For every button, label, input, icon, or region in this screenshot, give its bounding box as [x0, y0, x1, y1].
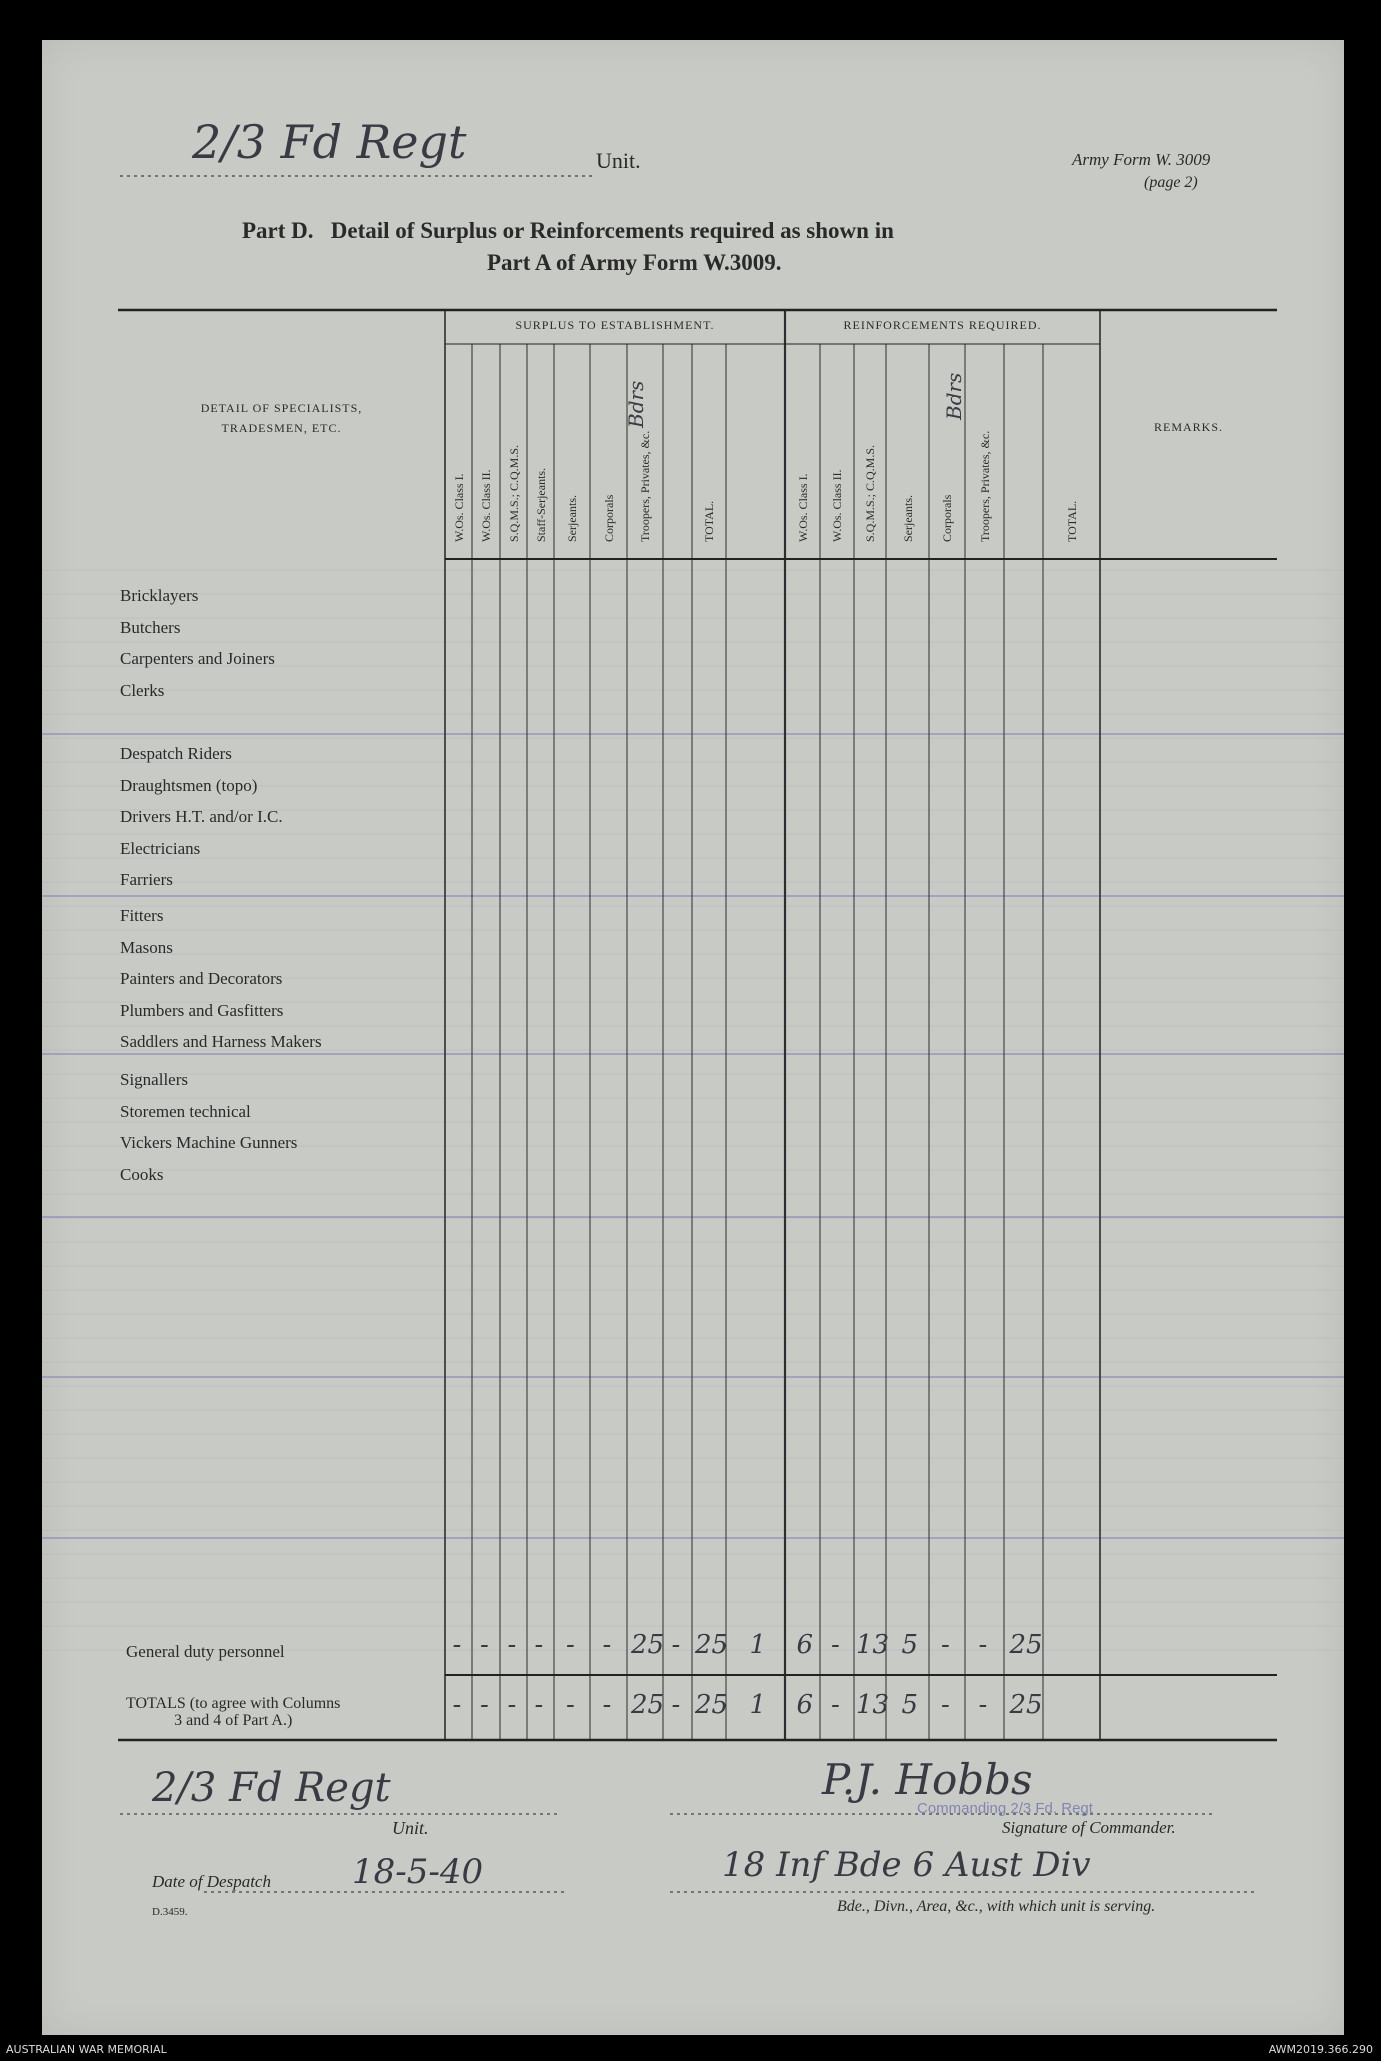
specialist-row-label: Farriers: [120, 870, 173, 889]
bdrs-handwritten-reinforcements: Bdrs: [942, 372, 966, 420]
specialist-row-label: Painters and Decorators: [120, 969, 283, 988]
specialist-row-label: Carpenters and Joiners: [120, 649, 275, 668]
cell-value: 25: [695, 1630, 729, 1660]
specialist-row-label: Draughtsmen (topo): [120, 775, 258, 795]
brigade-handwritten: 18 Inf Bde 6 Aust Div: [722, 1845, 1091, 1885]
detail-header: [118, 398, 445, 438]
archive-name: AUSTRALIAN WAR MEMORIAL: [6, 2043, 167, 2056]
cell-value: -: [566, 1690, 575, 1720]
column-header: S.Q.M.S.; C.Q.M.S.: [863, 444, 877, 542]
form-reference: Army Form W. 3009: [1072, 150, 1211, 169]
specialist-row-label: Storemen technical: [120, 1101, 251, 1121]
form-title-line-1: Part D. Detail of Surplus or Reinforcements required as shown in: [242, 218, 894, 243]
cell-value: 5: [901, 1690, 919, 1720]
archive-id: AWM2019.366.290: [1268, 2043, 1373, 2056]
cell-value: 6: [796, 1630, 814, 1660]
cell-value: -: [941, 1690, 950, 1720]
column-header: TOTAL.: [702, 500, 716, 542]
cell-value: -: [831, 1630, 840, 1660]
specialist-row-label: Clerks: [120, 680, 165, 700]
cell-value: -: [534, 1690, 544, 1720]
cell-value: -: [978, 1690, 988, 1720]
print-reference: D.3459.: [152, 1906, 188, 1918]
cell-value: 5: [901, 1630, 919, 1660]
specialist-row-label: Signallers: [120, 1070, 188, 1089]
cell-value: 1: [749, 1630, 767, 1660]
cell-value: -: [941, 1630, 950, 1660]
specialist-row-label: Vickers Machine Gunners: [120, 1133, 298, 1152]
column-header: Staff-Serjeants.: [533, 467, 548, 542]
column-header: S.Q.M.S.; C.Q.M.S.: [506, 444, 521, 542]
general-duty-label: General duty personnel: [126, 1642, 285, 1661]
cell-value: -: [507, 1630, 517, 1660]
column-header: W.Os. Class II.: [479, 469, 493, 542]
cell-value: -: [534, 1630, 544, 1660]
totals-label-line-1: TOTALS (to agree with Columns: [126, 1695, 341, 1712]
page-reference: (page 2): [1144, 174, 1198, 191]
date-handwritten: 18-5-40: [352, 1852, 484, 1892]
cell-value: 25: [631, 1690, 665, 1720]
bdrs-handwritten-surplus: Bdrs: [624, 380, 648, 428]
specialist-row-label: Fitters: [120, 906, 164, 925]
specialist-row-label: Butchers: [120, 617, 181, 637]
reinforcements-header: REINFORCEMENTS REQUIRED.: [843, 318, 1042, 332]
column-header: Troopers, Privates, &c.: [638, 430, 652, 542]
column-header: W.Os. Class I.: [451, 473, 466, 542]
cell-value: 25: [695, 1690, 729, 1720]
cell-value: -: [602, 1630, 612, 1660]
cell-value: -: [452, 1690, 462, 1720]
cell-value: -: [452, 1630, 462, 1660]
cell-value: 13: [856, 1690, 890, 1720]
column-header: Serjeants.: [565, 495, 579, 542]
cell-value: -: [671, 1630, 681, 1660]
totals-label: [126, 1695, 340, 1729]
cell-value: 25: [631, 1630, 665, 1660]
column-header: Troopers, Privates, &c.: [977, 430, 992, 542]
specialist-row-label: Drivers H.T. and/or I.C.: [120, 807, 283, 826]
cell-value: -: [831, 1690, 840, 1720]
cell-value: -: [671, 1690, 681, 1720]
cell-value: -: [480, 1630, 489, 1660]
column-header: Serjeants.: [900, 495, 915, 542]
cell-value: -: [507, 1690, 517, 1720]
column-header: TOTAL.: [1064, 500, 1079, 542]
specialist-row-label: Plumbers and Gasfitters: [120, 1000, 284, 1020]
totals-label-line-2: 3 and 4 of Part A.): [174, 1712, 293, 1729]
column-header: Corporals: [601, 494, 616, 542]
form-title-line-2: Part A of Army Form W.3009.: [487, 250, 782, 275]
detail-header-line-2: TRADESMEN, ETC.: [221, 421, 342, 435]
specialist-row-label: Bricklayers: [120, 586, 199, 605]
cell-value: -: [566, 1630, 575, 1660]
cell-value: -: [978, 1630, 988, 1660]
detail-header-line-1: DETAIL OF SPECIALISTS,: [200, 401, 363, 415]
cell-value: 1: [749, 1690, 767, 1720]
commanding-stamp: Commanding 2/3 Fd. Regt: [917, 1800, 1093, 1817]
footer-unit-handwritten: 2/3 Fd Regt: [152, 1765, 391, 1811]
cell-value: 25: [1009, 1630, 1043, 1660]
specialist-row-label: Electricians: [120, 838, 201, 858]
commander-signature: P.J. Hobbs: [822, 1755, 1033, 1804]
unit-label: Unit.: [596, 148, 641, 173]
unit-handwritten: 2/3 Fd Regt: [192, 115, 467, 169]
specialist-row-label: Cooks: [120, 1164, 164, 1184]
remarks-header: REMARKS.: [1153, 420, 1223, 434]
cell-value: 25: [1009, 1690, 1043, 1720]
specialist-row-label: Saddlers and Harness Makers: [120, 1032, 322, 1051]
surplus-header: SURPLUS TO ESTABLISHMENT.: [515, 318, 715, 332]
column-header: W.Os. Class II.: [830, 469, 844, 542]
brigade-label: Bde., Divn., Area, &c., with which unit is serving.: [837, 1898, 1156, 1915]
specialist-row-label: Masons: [120, 937, 173, 957]
specialist-row-label: Despatch Riders: [120, 744, 232, 763]
cell-value: 13: [856, 1630, 890, 1660]
archive-bar: [0, 2035, 1381, 2061]
date-label: Date of Despatch: [152, 1872, 271, 1891]
cell-value: 6: [796, 1690, 814, 1720]
form-paper: [42, 40, 1344, 2035]
footer-unit-label: Unit.: [392, 1818, 429, 1838]
column-header: W.Os. Class I.: [795, 473, 810, 542]
signature-label: Signature of Commander.: [1002, 1818, 1176, 1837]
cell-value: -: [602, 1690, 612, 1720]
column-header: Corporals: [940, 494, 954, 542]
cell-value: -: [480, 1690, 489, 1720]
